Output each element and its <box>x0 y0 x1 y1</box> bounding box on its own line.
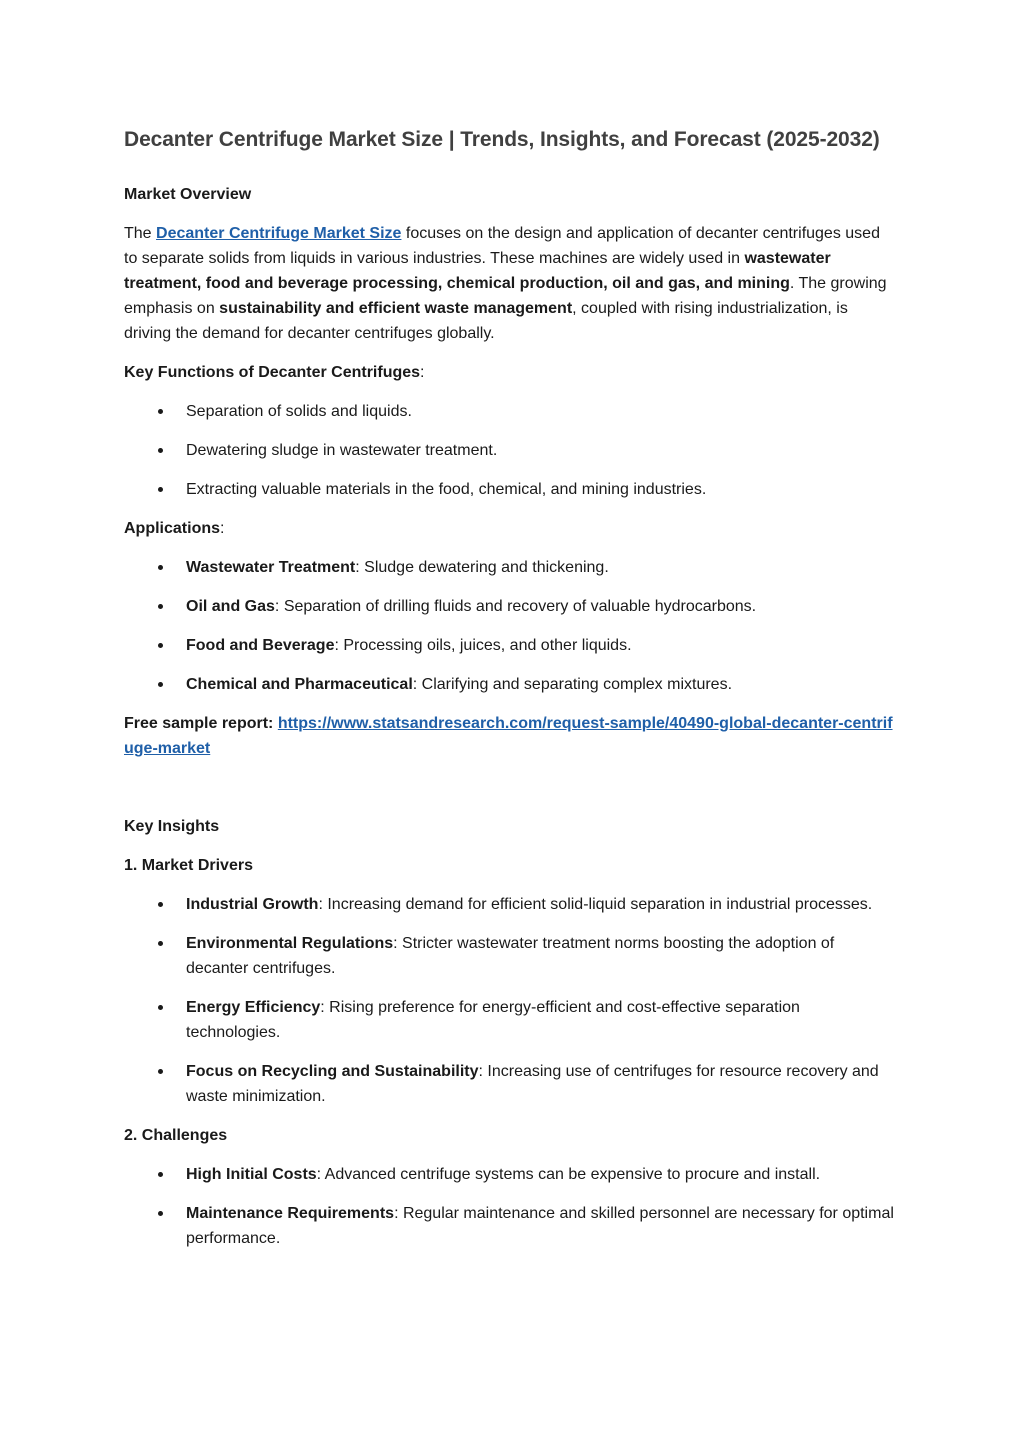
challenges-heading: 2. Challenges <box>124 1127 228 1144</box>
list-item: Environmental Regulations: Stricter wastewater treatment norms boosting the adoption of decanter centrifuges. <box>124 931 894 981</box>
list-item: Maintenance Requirements: Regular maintenance and skilled personnel are necessary for optimal performance. <box>124 1201 894 1251</box>
list-item: Food and Beverage: Processing oils, juices, and other liquids. <box>124 633 894 658</box>
free-sample-paragraph: Free sample report: https://www.statsandresearch.com/request-sample/40490-global-decanter-centrifuge-market <box>124 715 893 757</box>
list-item: Industrial Growth: Increasing demand for efficient solid-liquid separation in industrial processes. <box>124 892 894 917</box>
list-item: Chemical and Pharmaceutical: Clarifying and separating complex mixtures. <box>124 672 894 697</box>
list-item: Energy Efficiency: Rising preference for energy-efficient and cost-effective separation technologies. <box>124 995 894 1045</box>
document-title: Decanter Centrifuge Market Size | Trends, Insights, and Forecast (2025-2032) <box>124 128 880 151</box>
bullet-icon <box>158 941 163 946</box>
drivers-list <box>124 892 894 1109</box>
market-drivers-heading: 1. Market Drivers <box>124 857 253 874</box>
bullet-icon <box>158 1005 163 1010</box>
market-size-link[interactable]: Decanter Centrifuge Market Size <box>156 225 402 242</box>
applications-heading: Applications: <box>124 520 225 537</box>
list-item: Focus on Recycling and Sustainability: Increasing use of centrifuges for resource recovery and waste minimization. <box>124 1059 894 1109</box>
challenges-list <box>124 1162 894 1251</box>
bullet-icon <box>158 409 163 414</box>
bullet-icon <box>158 643 163 648</box>
overview-paragraph: The Decanter Centrifuge Market Size focuses on the design and application of decanter centrifuges used to separate solids from liquids in various industries. These machines are widely used in wastewater treatment, food and beverage processing, chemical production, oil and gas, and mining. The growing emphasis on sustainability and efficient waste management, coupled with rising industrialization, is driving the demand for decanter centrifuges globally. <box>124 225 887 342</box>
functions-list <box>124 399 894 502</box>
market-overview-heading: Market Overview <box>124 186 252 203</box>
bullet-icon <box>158 604 163 609</box>
list-item: Oil and Gas: Separation of drilling fluids and recovery of valuable hydrocarbons. <box>124 594 894 619</box>
bullet-icon <box>158 448 163 453</box>
list-item: Separation of solids and liquids. <box>124 399 894 424</box>
list-item: Extracting valuable materials in the food, chemical, and mining industries. <box>124 477 894 502</box>
list-item: Dewatering sludge in wastewater treatment. <box>124 438 894 463</box>
bullet-icon <box>158 902 163 907</box>
document-page <box>124 126 894 1251</box>
bullet-icon <box>158 1211 163 1216</box>
bullet-icon <box>158 487 163 492</box>
bullet-icon <box>158 1172 163 1177</box>
bullet-icon <box>158 565 163 570</box>
list-item: Wastewater Treatment: Sludge dewatering and thickening. <box>124 555 894 580</box>
sample-report-link[interactable]: https://www.statsandresearch.com/request-sample/40490-global-decanter-centrifuge-market <box>124 715 893 757</box>
applications-list <box>124 555 894 697</box>
key-insights-heading: Key Insights <box>124 818 220 835</box>
bullet-icon <box>158 682 163 687</box>
bullet-icon <box>158 1069 163 1074</box>
key-functions-heading: Key Functions of Decanter Centrifuges: <box>124 364 425 381</box>
list-item: High Initial Costs: Advanced centrifuge systems can be expensive to procure and install. <box>124 1162 894 1187</box>
